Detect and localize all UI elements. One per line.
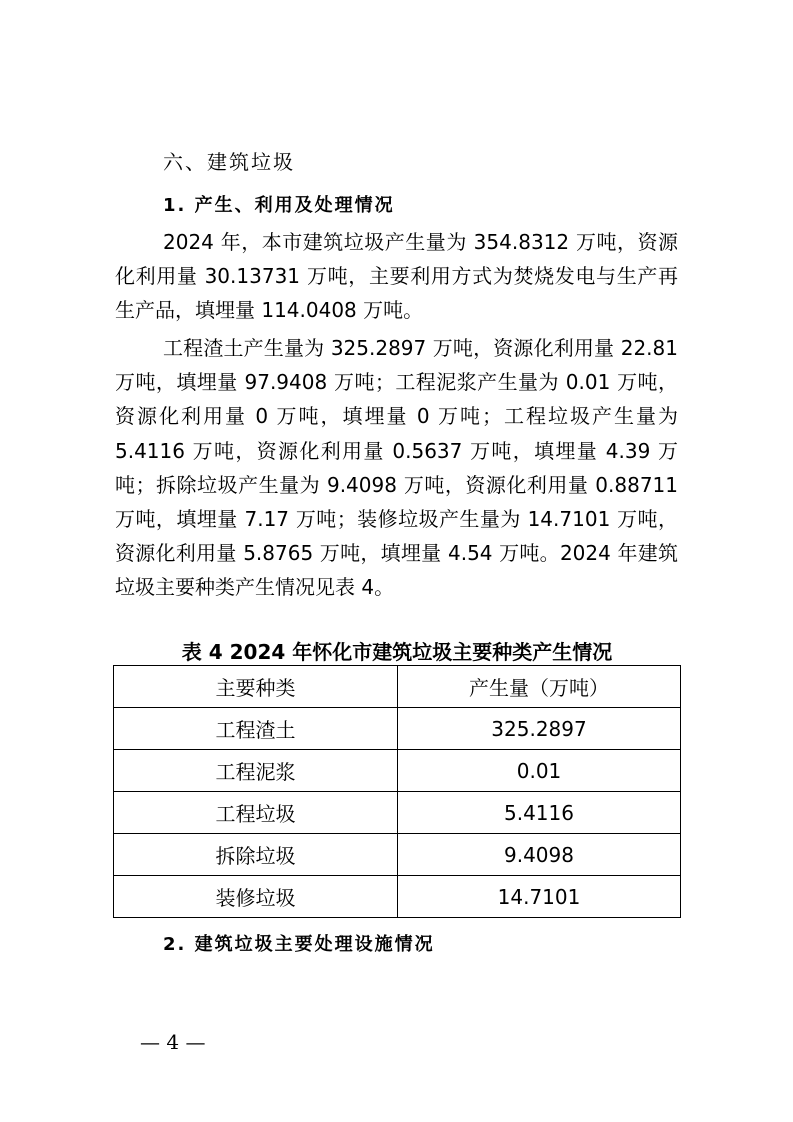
- table-header-cell: 主要种类: [114, 666, 398, 708]
- table-cell-category: 工程渣土: [114, 708, 398, 750]
- data-table: [113, 665, 681, 918]
- table-header-cell: 产生量（万吨）: [398, 666, 681, 708]
- table-cell-category: 工程垃圾: [114, 792, 398, 834]
- table-row: [114, 708, 681, 750]
- paragraph-summary: 2024 年，本市建筑垃圾产生量为 354.8312 万吨，资源化利用量 30.13731 万吨，主要利用方式为焚烧发电与生产再生产品，填埋量 114.0408 万吨。: [115, 230, 678, 323]
- table-cell-amount: 14.7101: [398, 876, 681, 918]
- table-cell-amount: 0.01: [398, 750, 681, 792]
- page-number: — 4 —: [140, 1030, 206, 1054]
- table-cell-category: 工程泥浆: [114, 750, 398, 792]
- table-title: 表 4 2024 年怀化市建筑垃圾主要种类产生情况: [181, 640, 613, 664]
- subsection-heading-2: 2. 建筑垃圾主要处理设施情况: [163, 934, 435, 955]
- table-cell-amount: 325.2897: [398, 708, 681, 750]
- paragraph-details: 工程渣土产生量为 325.2897 万吨，资源化利用量 22.81 万吨，填埋量 97.9408 万吨；工程泥浆产生量为 0.01 万吨，资源化利用量 0 万吨，填埋量 0 万吨；工程垃圾产生量为 5.4116 万吨，资源化利用量 0.5637 万吨，填埋量 4.39 万吨；拆除垃圾产生量为 9.4098 万吨，资源化利用量 0.88711 万吨，填埋量 7.17 万吨；装修垃圾产生量为 14.7101 万吨，资源化利用量 5.8765 万吨，填埋量 4.54 万吨。2024 年建筑垃圾主要种类产生情况见表 4。: [115, 336, 678, 600]
- table-header-row: [114, 666, 681, 708]
- table-row: [114, 876, 681, 918]
- table-row: [114, 750, 681, 792]
- section-heading: 六、建筑垃圾: [163, 150, 295, 174]
- table-cell-amount: 9.4098: [398, 834, 681, 876]
- table-cell-category: 拆除垃圾: [114, 834, 398, 876]
- table-row: [114, 834, 681, 876]
- table-row: [114, 792, 681, 834]
- table-cell-category: 装修垃圾: [114, 876, 398, 918]
- subsection-heading-1: 1. 产生、利用及处理情况: [163, 195, 395, 216]
- table-cell-amount: 5.4116: [398, 792, 681, 834]
